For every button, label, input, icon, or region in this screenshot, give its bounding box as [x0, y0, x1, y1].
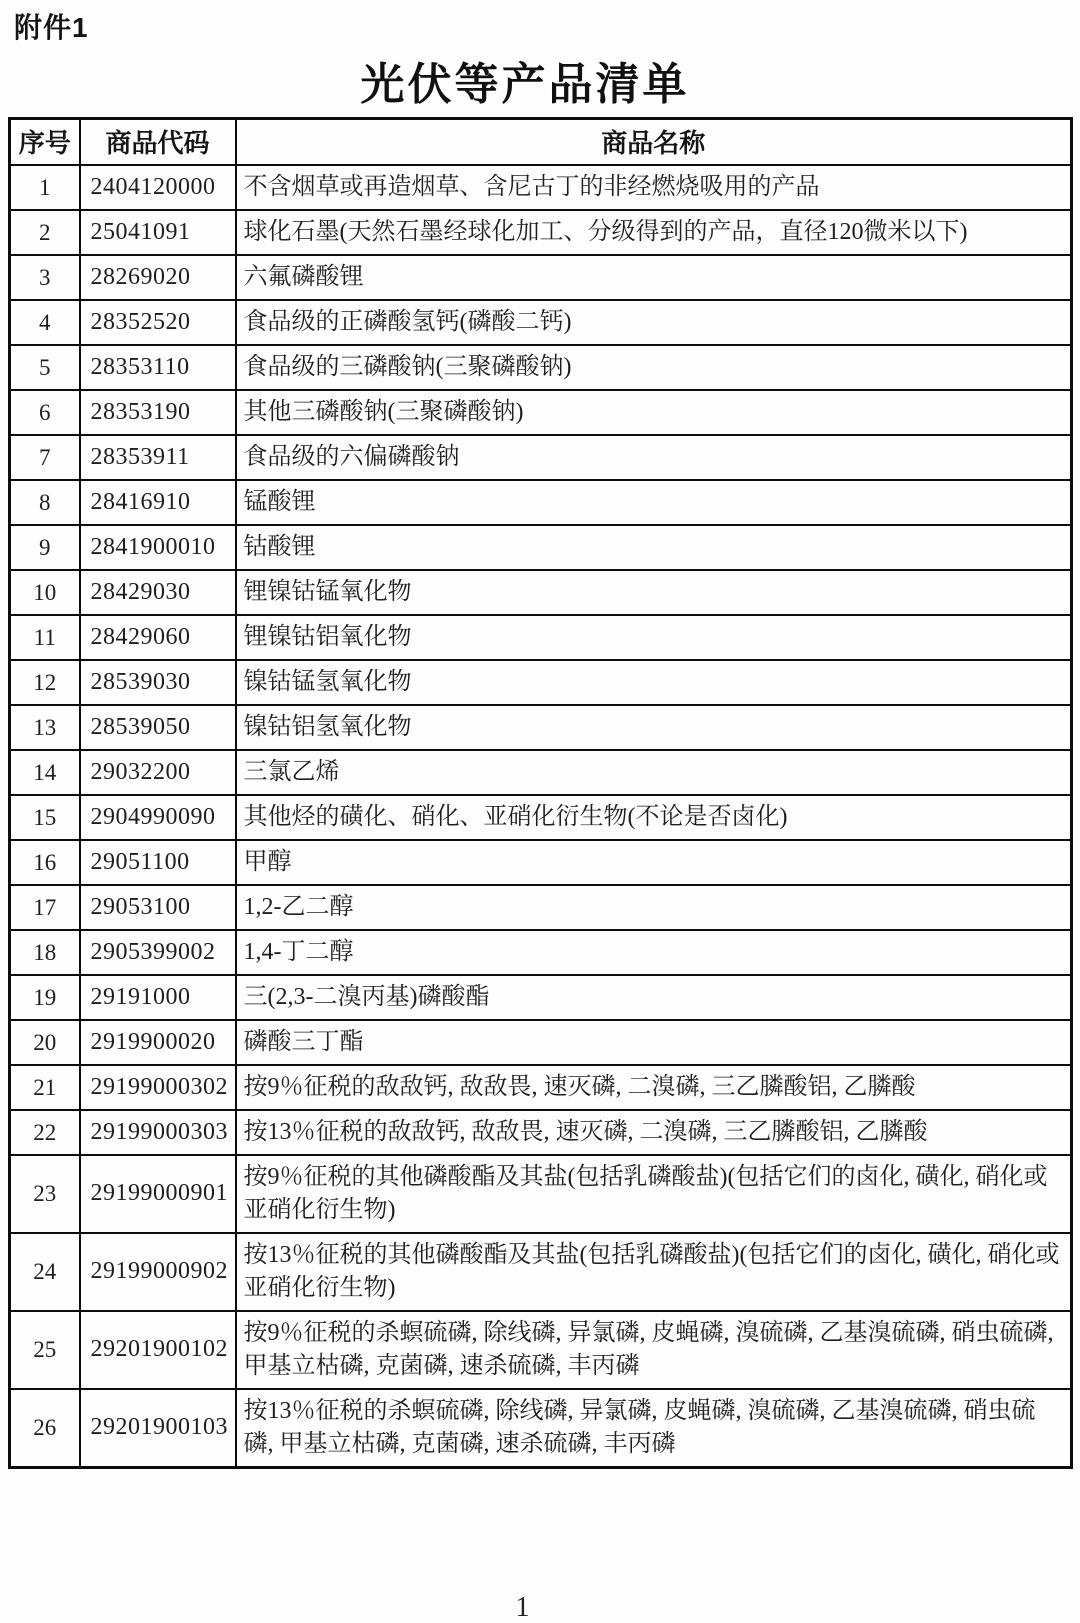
table-row [10, 1110, 1072, 1155]
col-header-index: 序号 [10, 119, 80, 165]
product-code-cell: 25041091 [80, 210, 236, 255]
table-row [10, 750, 1072, 795]
table-body [10, 165, 1072, 1468]
row-number-cell: 6 [10, 390, 80, 435]
table-row [10, 1065, 1072, 1110]
product-name-cell: 三(2,3-二溴丙基)磷酸酯 [236, 975, 1072, 1020]
row-number-cell: 20 [10, 1020, 80, 1065]
table-row [10, 210, 1072, 255]
product-name-cell: 甲醇 [236, 840, 1072, 885]
product-name-cell: 按9％征税的其他磷酸酯及其盐(包括乳磷酸盐)(包括它们的卤化, 磺化, 硝化或亚硝化衍生物) [236, 1155, 1072, 1233]
table-row [10, 795, 1072, 840]
row-number-cell: 22 [10, 1110, 80, 1155]
row-number-cell: 13 [10, 705, 80, 750]
product-name-cell: 按13％征税的敌敌钙, 敌敌畏, 速灭磷, 二溴磷, 三乙膦酸铝, 乙膦酸 [236, 1110, 1072, 1155]
product-code-cell: 29191000 [80, 975, 236, 1020]
page-title: 光伏等产品清单 [360, 60, 690, 109]
product-code-cell: 2919900020 [80, 1020, 236, 1065]
table-row [10, 525, 1072, 570]
product-code-cell: 29199000302 [80, 1065, 236, 1110]
row-number-cell: 8 [10, 480, 80, 525]
table-row [10, 300, 1072, 345]
product-code-cell: 28353110 [80, 345, 236, 390]
product-name-cell: 食品级的六偏磷酸钠 [236, 435, 1072, 480]
table-row [10, 480, 1072, 525]
page-number: 1 [515, 1592, 530, 1623]
product-name-cell: 球化石墨(天然石墨经球化加工、分级得到的产品，直径120微米以下) [236, 210, 1072, 255]
product-name-cell: 镍钴铝氢氧化物 [236, 705, 1072, 750]
product-name-cell: 其他烃的磺化、硝化、亚硝化衍生物(不论是否卤化) [236, 795, 1072, 840]
product-name-cell: 按9％征税的杀螟硫磷, 除线磷, 异氯磷, 皮蝇磷, 溴硫磷, 乙基溴硫磷, 硝虫硫磷, 甲基立枯磷, 克菌磷, 速杀硫磷, 丰丙磷 [236, 1311, 1072, 1389]
product-code-cell: 2905399002 [80, 930, 236, 975]
table-row [10, 570, 1072, 615]
row-number-cell: 15 [10, 795, 80, 840]
product-name-cell: 按13％征税的杀螟硫磷, 除线磷, 异氯磷, 皮蝇磷, 溴硫磷, 乙基溴硫磷, 硝虫硫磷, 甲基立枯磷, 克菌磷, 速杀硫磷, 丰丙磷 [236, 1389, 1072, 1468]
product-code-cell: 28353190 [80, 390, 236, 435]
table-row [10, 165, 1072, 210]
row-number-cell: 3 [10, 255, 80, 300]
product-code-cell: 29201900102 [80, 1311, 236, 1389]
product-table [8, 117, 1073, 1469]
row-number-cell: 2 [10, 210, 80, 255]
row-number-cell: 26 [10, 1389, 80, 1468]
product-code-cell: 29032200 [80, 750, 236, 795]
product-code-cell: 29199000303 [80, 1110, 236, 1155]
product-name-cell: 按13％征税的其他磷酸酯及其盐(包括乳磷酸盐)(包括它们的卤化, 磺化, 硝化或亚硝化衍生物) [236, 1233, 1072, 1311]
product-name-cell: 1,2-乙二醇 [236, 885, 1072, 930]
row-number-cell: 24 [10, 1233, 80, 1311]
table-row [10, 255, 1072, 300]
product-code-cell: 29201900103 [80, 1389, 236, 1468]
row-number-cell: 16 [10, 840, 80, 885]
table-header-row [10, 119, 1072, 165]
attachment-label: 附件1 [14, 12, 89, 43]
product-code-cell: 2904990090 [80, 795, 236, 840]
product-name-cell: 食品级的三磷酸钠(三聚磷酸钠) [236, 345, 1072, 390]
row-number-cell: 18 [10, 930, 80, 975]
product-name-cell: 钴酸锂 [236, 525, 1072, 570]
product-code-cell: 28429060 [80, 615, 236, 660]
product-name-cell: 镍钴锰氢氧化物 [236, 660, 1072, 705]
product-name-cell: 其他三磷酸钠(三聚磷酸钠) [236, 390, 1072, 435]
table-row [10, 435, 1072, 480]
product-code-cell: 28539050 [80, 705, 236, 750]
product-code-cell: 29053100 [80, 885, 236, 930]
product-code-cell: 28416910 [80, 480, 236, 525]
row-number-cell: 10 [10, 570, 80, 615]
row-number-cell: 11 [10, 615, 80, 660]
product-code-cell: 2404120000 [80, 165, 236, 210]
row-number-cell: 14 [10, 750, 80, 795]
product-name-cell: 磷酸三丁酯 [236, 1020, 1072, 1065]
product-name-cell: 三氯乙烯 [236, 750, 1072, 795]
product-code-cell: 29199000901 [80, 1155, 236, 1233]
table-row [10, 390, 1072, 435]
row-number-cell: 9 [10, 525, 80, 570]
row-number-cell: 21 [10, 1065, 80, 1110]
product-code-cell: 28269020 [80, 255, 236, 300]
row-number-cell: 23 [10, 1155, 80, 1233]
product-code-cell: 28429030 [80, 570, 236, 615]
product-code-cell: 28353911 [80, 435, 236, 480]
table-row [10, 840, 1072, 885]
table-row [10, 1155, 1072, 1233]
product-name-cell: 锂镍钴锰氧化物 [236, 570, 1072, 615]
row-number-cell: 4 [10, 300, 80, 345]
table-row [10, 705, 1072, 750]
product-name-cell: 食品级的正磷酸氢钙(磷酸二钙) [236, 300, 1072, 345]
product-code-cell: 29199000902 [80, 1233, 236, 1311]
product-code-cell: 28352520 [80, 300, 236, 345]
table-row [10, 615, 1072, 660]
product-name-cell: 按9％征税的敌敌钙, 敌敌畏, 速灭磷, 二溴磷, 三乙膦酸铝, 乙膦酸 [236, 1065, 1072, 1110]
row-number-cell: 7 [10, 435, 80, 480]
row-number-cell: 12 [10, 660, 80, 705]
row-number-cell: 5 [10, 345, 80, 390]
table-row [10, 660, 1072, 705]
table-row [10, 885, 1072, 930]
product-name-cell: 不含烟草或再造烟草、含尼古丁的非经燃烧吸用的产品 [236, 165, 1072, 210]
product-code-cell: 29051100 [80, 840, 236, 885]
row-number-cell: 17 [10, 885, 80, 930]
product-code-cell: 2841900010 [80, 525, 236, 570]
product-name-cell: 1,4-丁二醇 [236, 930, 1072, 975]
table-row [10, 975, 1072, 1020]
row-number-cell: 25 [10, 1311, 80, 1389]
table-row [10, 1389, 1072, 1468]
product-name-cell: 六氟磷酸锂 [236, 255, 1072, 300]
table-row [10, 1020, 1072, 1065]
table-row [10, 930, 1072, 975]
product-code-cell: 28539030 [80, 660, 236, 705]
row-number-cell: 1 [10, 165, 80, 210]
col-header-code: 商品代码 [80, 119, 236, 165]
table-row [10, 1311, 1072, 1389]
product-name-cell: 锰酸锂 [236, 480, 1072, 525]
col-header-name: 商品名称 [236, 119, 1072, 165]
table-row [10, 345, 1072, 390]
table-row [10, 1233, 1072, 1311]
row-number-cell: 19 [10, 975, 80, 1020]
product-name-cell: 锂镍钴铝氧化物 [236, 615, 1072, 660]
